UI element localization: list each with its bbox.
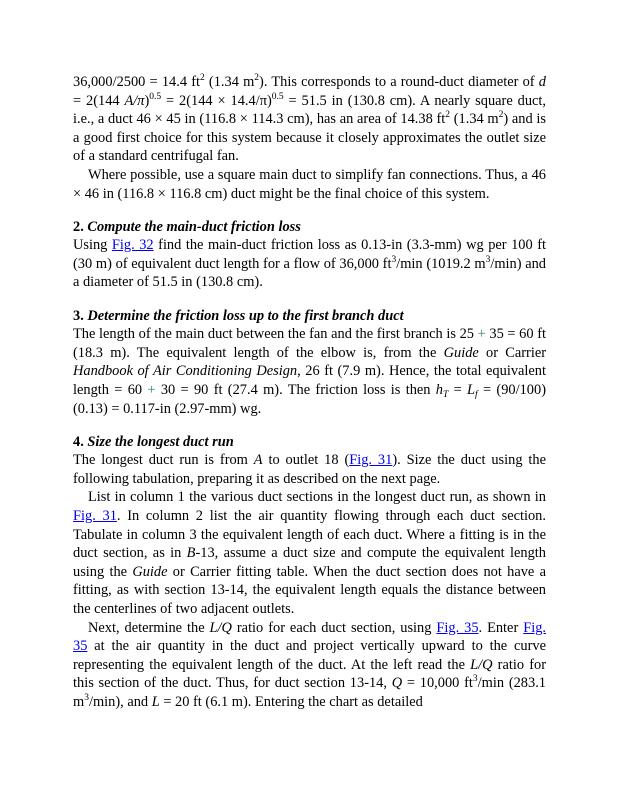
square-duct-paragraph: Where possible, use a square main duct to simplify fan connections. Thus, a 46 × 46 in (116.8 × 116.8 cm) duct might be the final choice of this system. (73, 166, 546, 202)
section-3-body: The length of the main duct between the fan and the first branch is 25 + 35 = 60 ft (18.3 m). The equivalent length of the elbow is, from the Guide or Carrier Handbook of Air Conditioning Design, 26 ft (7.9 m). Hence, the total equivalent length = 60 + 30 = 90 ft (27.4 m). The friction loss is then $h_T = L_f = (90/100)(0.13) = 0.117-in$ (2.97-mm) wg. (73, 326, 546, 417)
section-4-heading: 4. Size the longest duct run (73, 433, 234, 450)
section-2-heading: 2. Compute the main-duct friction loss (73, 218, 301, 235)
fig-35-link[interactable]: Fig. 35 (73, 619, 546, 655)
section-4-body: The longest duct run is from A to outlet 18 (Fig. 31). Size the duct using the following tabulation, preparing it as described on the next page. (73, 452, 546, 487)
lq-ratio-paragraph: Next, determine the L/Q ratio for each duct section, using Fig. 35. Enter Fig. 35 at the air quantity in the duct and project vertically upward to the curve representing the equivalent length of the duct. At the left read the L/Q ratio for this section of the duct. Thus, for duct section 13-14, Q = 10,000 $ft^3/\min$ (283.1 $m^3/\min$), and L = 20 ft (6.1 m). Entering the chart as detailed (73, 619, 546, 710)
fig-31-link[interactable]: Fig. 31 (73, 507, 117, 524)
intro-paragraph: 36,000/2500 = 14.4 $ft^2$ (1.34 $m^2$). This corresponds to a round-duct diameter of d = 2(144 $A/\pi)^{0.5} = 2(144 \times 14.4/\pi)^{0.5} = 51.5$ in (130.8 cm). A nearly square duct, i.e., a duct 46 × 45 in (116.8 × 114.3 cm), has an area of 14.38 $ft^2$ (1.34 $m^2$) and is a good first choice for this system because it closely approximates the outlet size of a standard centrifugal fan. (73, 73, 547, 165)
fig-35-link[interactable]: Fig. 35 (436, 619, 479, 636)
fig-32-link[interactable]: Fig. 32 (111, 237, 154, 254)
document-page (73, 73, 546, 712)
column-list-paragraph: List in column 1 the various duct sections in the longest duct run, as shown in Fig. 31. In column 2 list the air quantity flowing through each duct section. Tabulate in column 3 the equivalent length of each duct. Where a fitting is in the duct section, as in B-13, assume a duct size and compute the equivalent length using the Guide or Carrier fitting table. When the duct section does not have a fitting, as with section 13-14, the equivalent length equals the distance between the centerlines of two adjacent outlets. (73, 489, 546, 617)
fig-31-link[interactable]: Fig. 31 (349, 452, 393, 469)
section-3-heading: 3. Determine the friction loss up to the first branch duct (73, 307, 404, 324)
section-2-body: Using Fig. 32 find the main-duct friction loss as 0.13-in (3.3-mm) wg per 100 ft (30 m) of equivalent duct length for a flow of 36,000 $ft^3/\min$ (1019.2 $m^3/\min$) and a diameter of 51.5 in (130.8 cm). (73, 237, 547, 291)
